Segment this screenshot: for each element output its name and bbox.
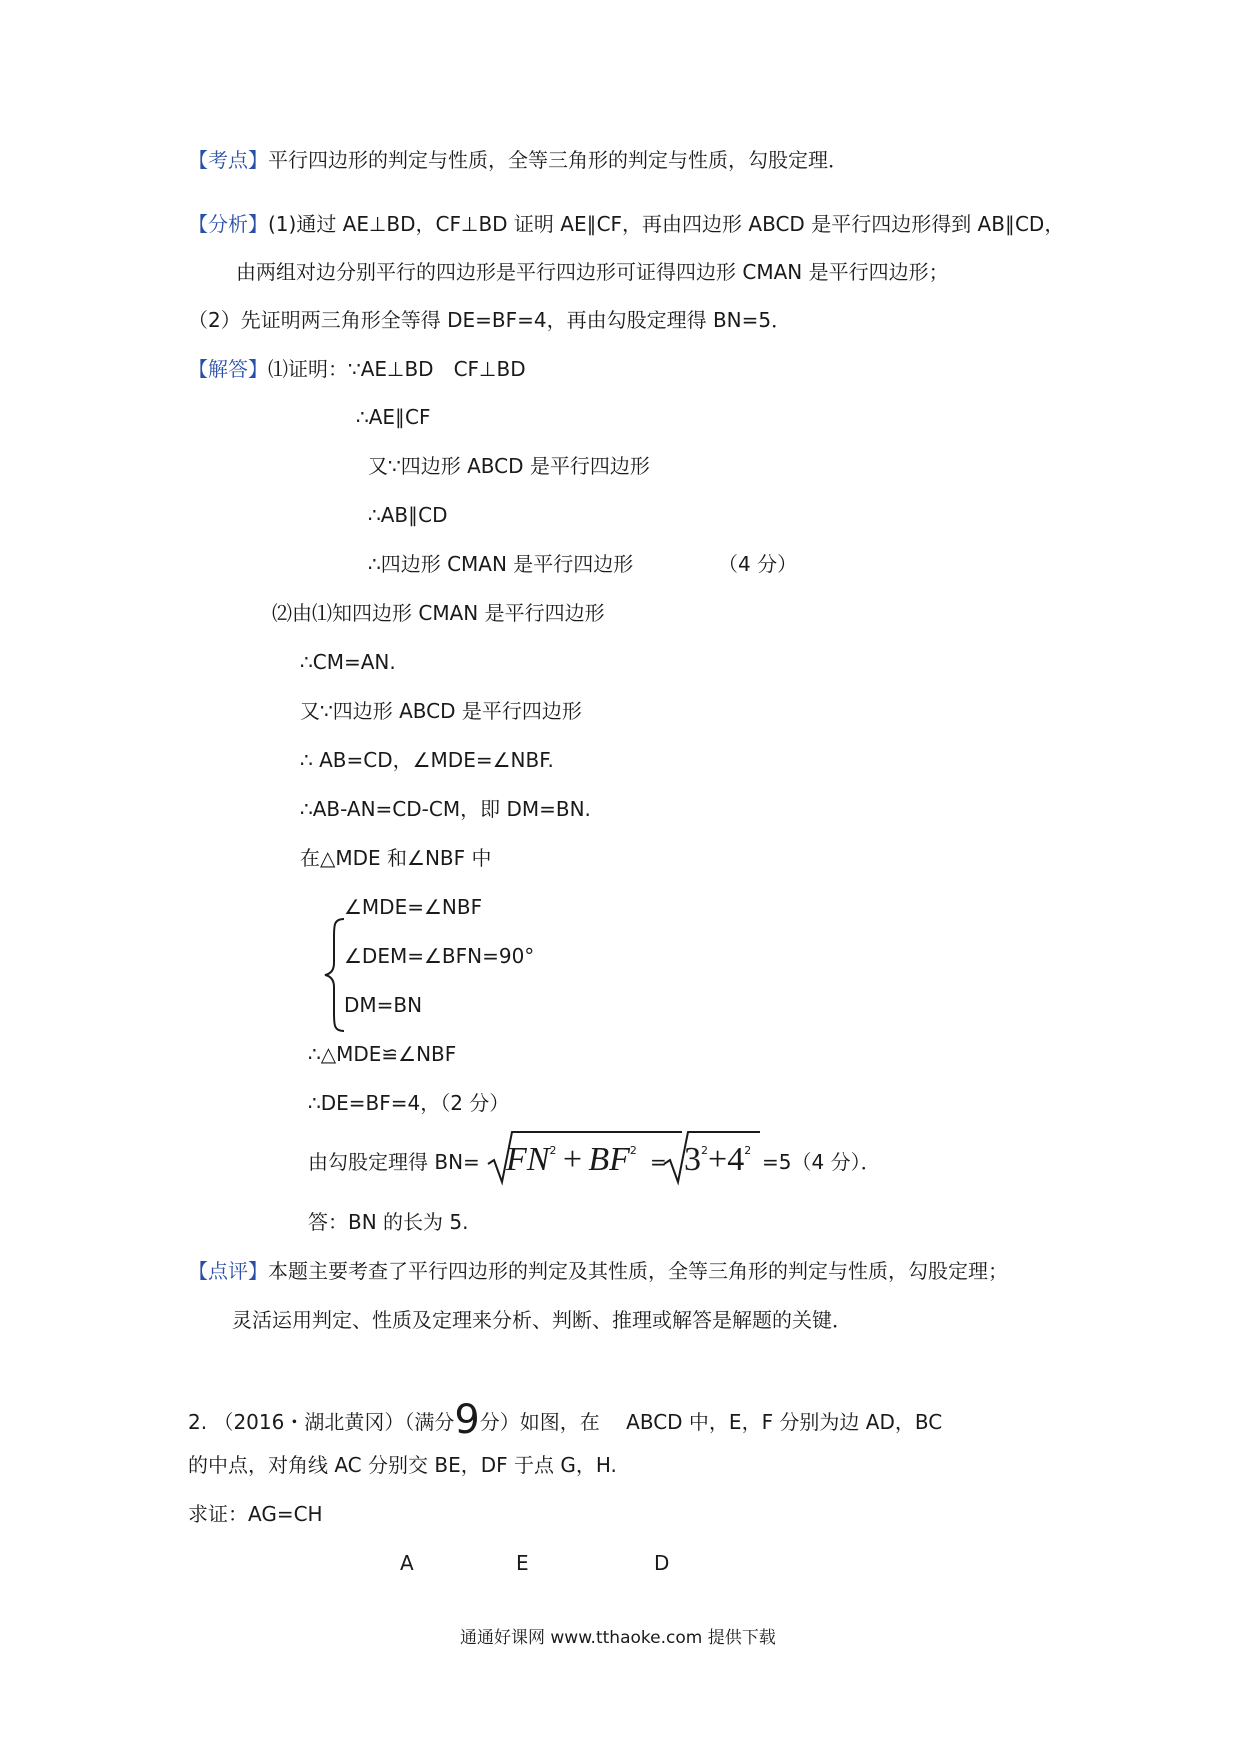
dianping-line-2: 灵活运用判定、性质及定理来分析、判断、推理或解答是解题的关键．	[232, 1308, 852, 1332]
proof2-line-6: 在△MDE 和∠NBF 中	[300, 846, 492, 870]
question-2-prefix: 2. （2016・湖北黄冈）（满分	[188, 1410, 455, 1434]
figure-label-d: D	[654, 1551, 670, 1575]
proof2-line-7: ∴△MDE≌∠NBF	[308, 1042, 457, 1066]
kaodian-line	[188, 146, 848, 174]
jieda-tag: 【解答】	[188, 357, 268, 381]
figure-label-e: E	[516, 1551, 529, 1575]
figure-label-a: A	[400, 1551, 414, 1575]
proof2-line-8: ∴DE=BF=4，（2 分）	[308, 1091, 510, 1115]
kaodian-text: 平行四边形的判定与性质，全等三角形的判定与性质，勾股定理．	[268, 148, 848, 172]
question-2-line-3: 求证：AG=CH	[188, 1502, 323, 1526]
jieda-text-1: ⑴证明：∵AE⊥BD CF⊥BD	[268, 357, 526, 381]
fenxi-line-1	[188, 210, 1064, 238]
page-footer: 通通好课网 www.tthaoke.com 提供下载	[460, 1628, 776, 1648]
proof2-line-2: ∴CM=AN.	[300, 650, 396, 674]
formula-prefix: 由勾股定理得 BN=	[308, 1150, 480, 1174]
handwritten-score: 9	[454, 1397, 480, 1443]
question-2-line-1	[188, 1397, 943, 1443]
fenxi-line-2: 由两组对边分别平行的四边形是平行四边形可证得四边形 CMAN 是平行四边形；	[236, 260, 949, 284]
proof1-score: （4 分）	[718, 552, 798, 576]
formula-exp-2: 2	[629, 1144, 637, 1157]
formula-radicand-1	[506, 1140, 637, 1187]
proof1-line-5: ∴四边形 CMAN 是平行四边形	[368, 552, 634, 576]
proof1-line-3: 又∵四边形 ABCD 是平行四边形	[368, 454, 650, 478]
dianping-text-1: 本题主要考查了平行四边形的判定及其性质，全等三角形的判定与性质，勾股定理；	[268, 1259, 1008, 1283]
jieda-line-1	[188, 355, 526, 383]
formula-equals: =	[650, 1150, 667, 1174]
proof2-line-4: ∴ AB=CD，∠MDE=∠NBF.	[300, 748, 554, 772]
question-2-line-2: 的中点，对角线 AC 分别交 BE，DF 于点 G，H.	[188, 1453, 617, 1477]
fenxi-line-3: （2）先证明两三角形全等得 DE=BF=4，再由勾股定理得 BN=5．	[188, 308, 792, 332]
fenxi-tag: 【分析】	[188, 212, 268, 236]
formula-bf: BF	[588, 1141, 630, 1178]
question-2-suffix: 分）如图，在 ABCD 中，E，F 分别为边 AD，BC	[479, 1410, 943, 1434]
formula-fn: FN	[506, 1141, 550, 1178]
proof1-line-2: ∴AE∥CF	[356, 405, 431, 429]
proof2-line-3: 又∵四边形 ABCD 是平行四边形	[300, 699, 582, 723]
dianping-line-1	[188, 1257, 1008, 1285]
formula-exp-4: 2	[744, 1144, 752, 1157]
brace-item-1: ∠MDE=∠NBF	[344, 895, 483, 919]
formula-plus: +	[562, 1141, 582, 1178]
formula-plus-2: +	[708, 1141, 728, 1178]
formula-exp-3: 2	[701, 1144, 708, 1157]
fenxi-text-1: (1)通过 AE⊥BD，CF⊥BD 证明 AE∥CF，再由四边形 ABCD 是平行四边形得到 AB∥CD，	[268, 212, 1065, 236]
answer-line: 答：BN 的长为 5.	[308, 1210, 469, 1234]
formula-exp-1: 2	[549, 1144, 557, 1157]
formula-suffix: =5（4 分）．	[762, 1150, 881, 1174]
kaodian-tag: 【考点】	[188, 148, 268, 172]
formula-radicand-2	[684, 1140, 751, 1187]
dianping-tag: 【点评】	[188, 1259, 268, 1283]
formula-three: 3	[684, 1141, 701, 1178]
formula-four: 4	[727, 1141, 745, 1178]
proof2-line-5: ∴AB-AN=CD-CM，即 DM=BN.	[300, 797, 591, 821]
brace-item-2: ∠DEM=∠BFN=90°	[344, 944, 535, 968]
proof1-line-4: ∴AB∥CD	[368, 503, 448, 527]
proof2-line-1: ⑵由⑴知四边形 CMAN 是平行四边形	[272, 601, 605, 625]
brace-item-3: DM=BN	[344, 993, 423, 1017]
